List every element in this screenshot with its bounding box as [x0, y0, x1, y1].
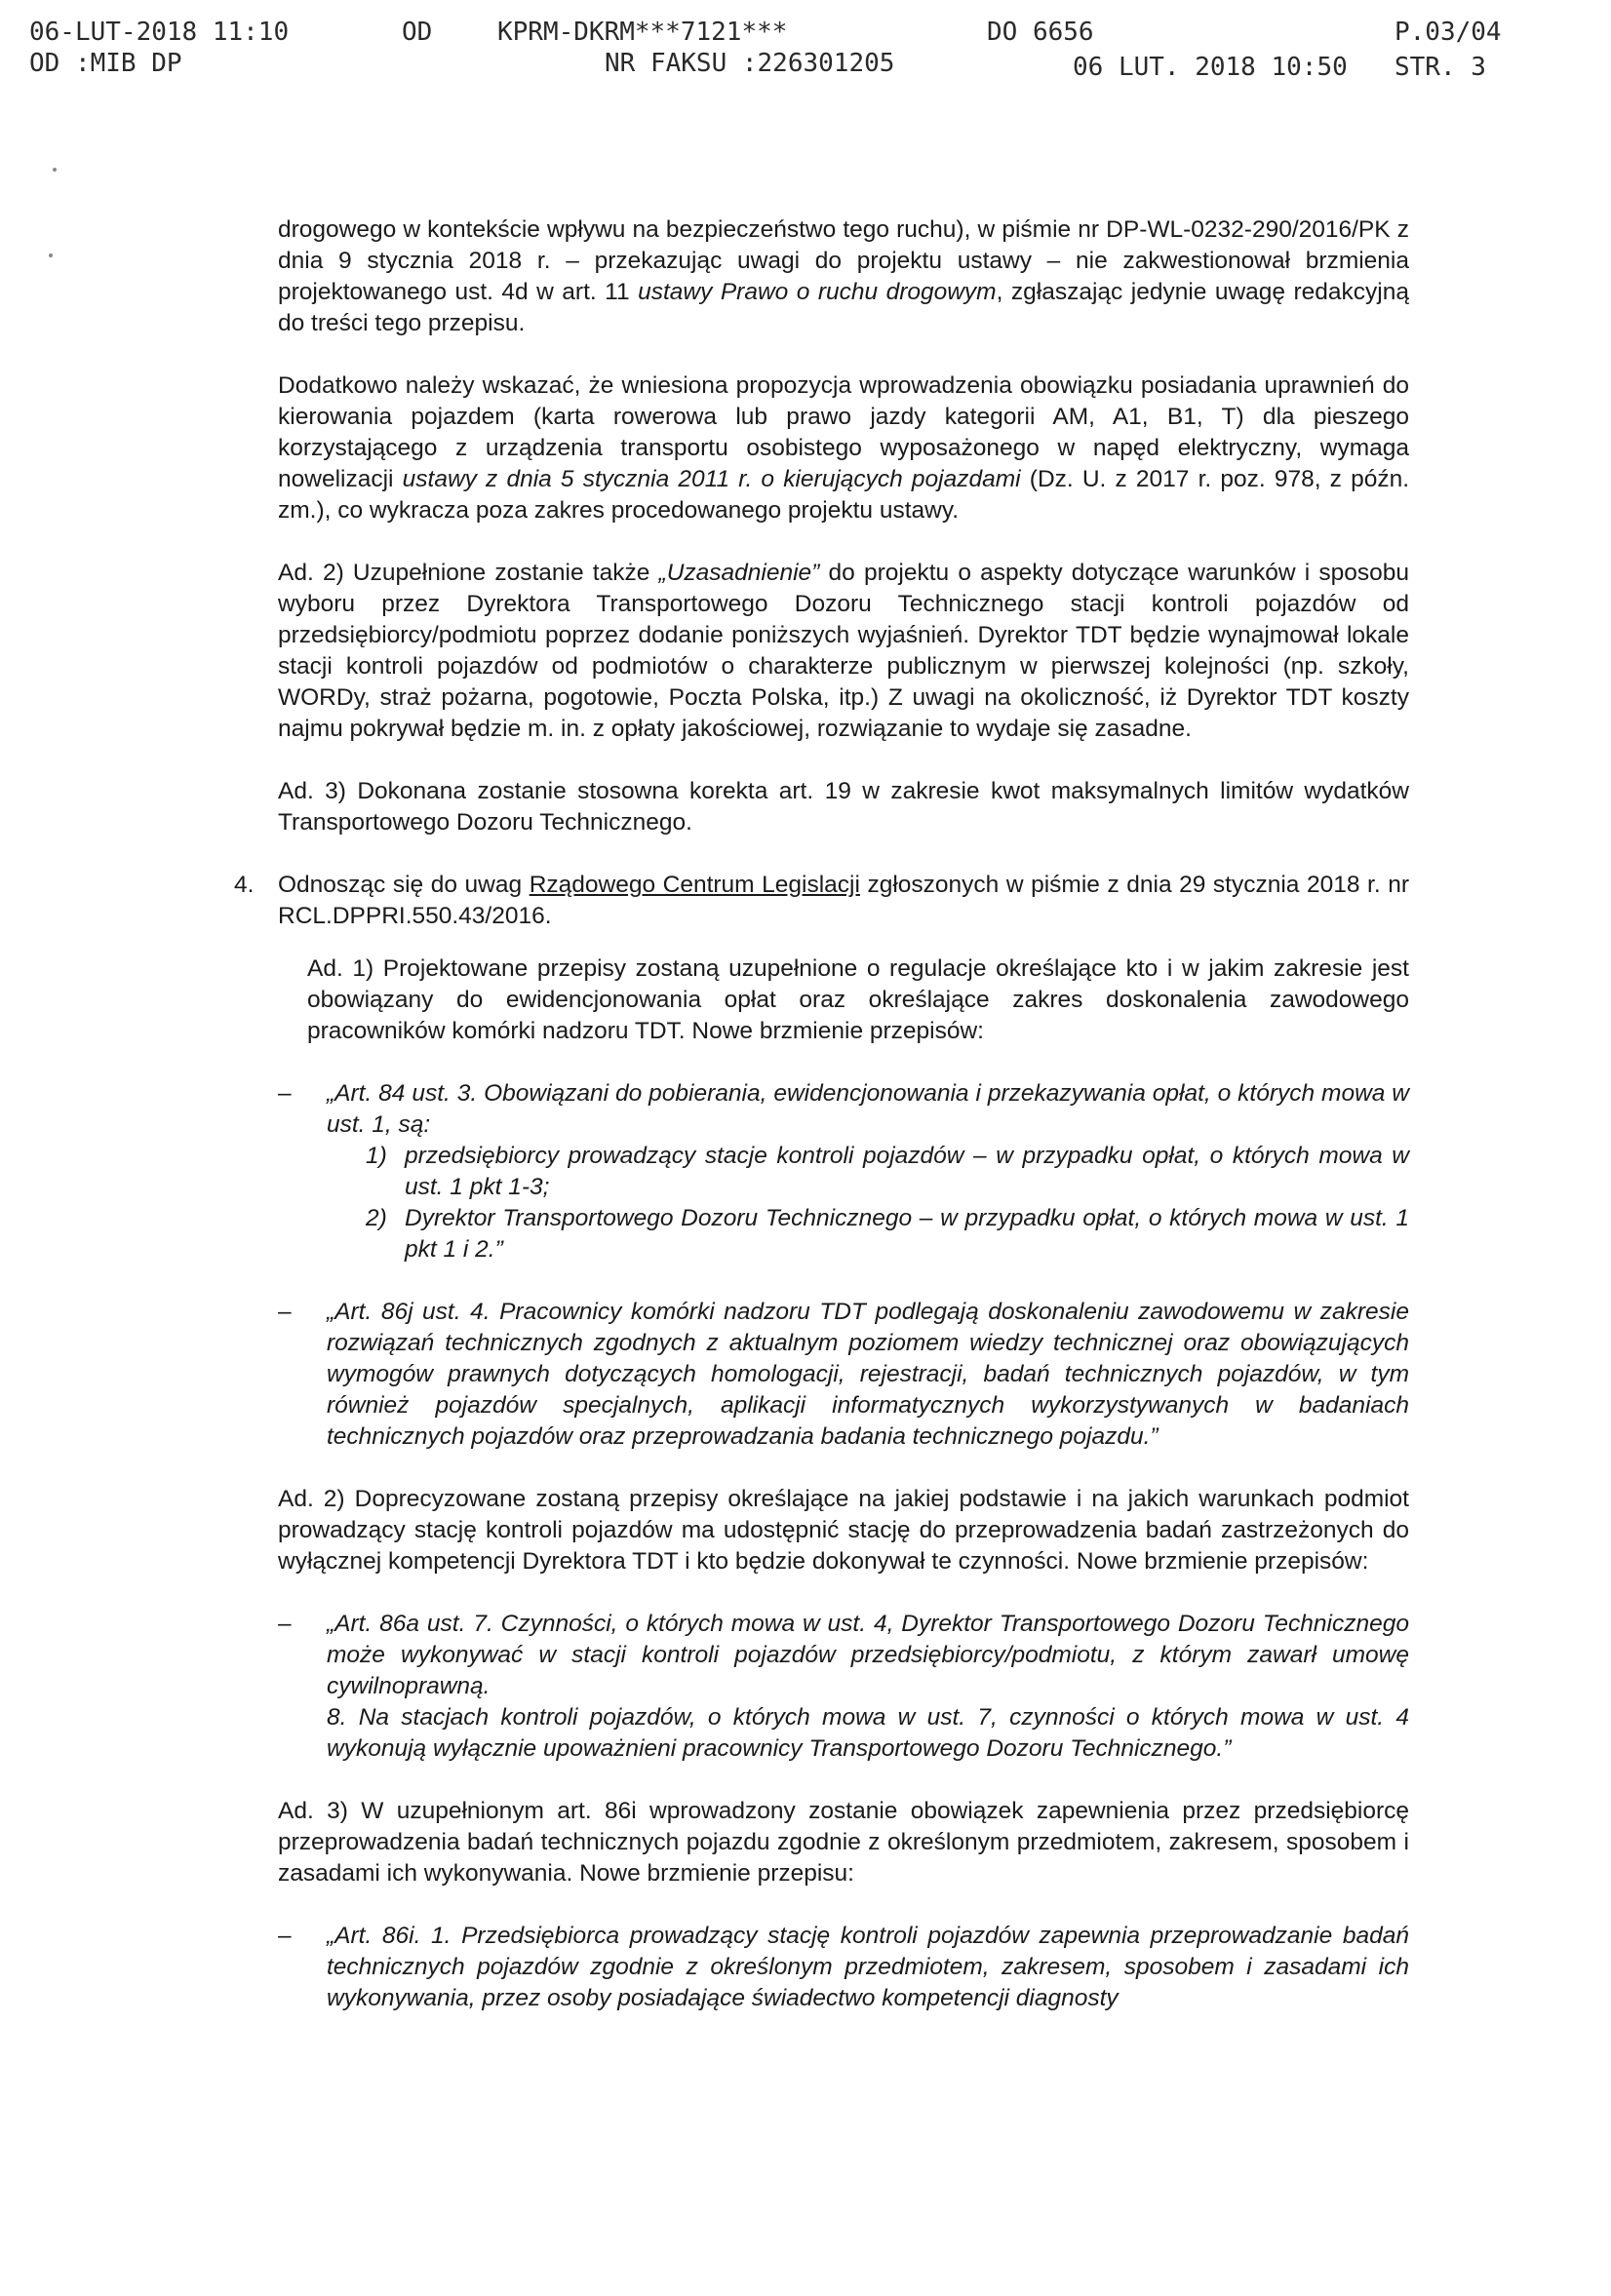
fax-od-mib: OD :MIB DP — [29, 49, 182, 78]
item4-ad3: Ad. 3) W uzupełnionym art. 86i wprowadzony zostanie obowiązek zapewnienia przez przedsiębiorcę przeprowadzenia badań technicznych pojazdu zgodnie z określonym przedmiotem, zakresem, sposobem i zasadami ich wykonywania. Nowe brzmienie przepisu: — [278, 1798, 1409, 1887]
quote-art-84-intro: „Art. 84 ust. 3. Obowiązani do pobierania, ewidencjonowania i przekazywania opłat, o których mowa w ust. 1, są: — [327, 1080, 1409, 1138]
fax-number: NR FAKSU :226301205 — [605, 49, 895, 78]
punch-mark — [53, 168, 57, 172]
paragraph-ad2: Ad. 2) Uzupełnione zostanie także „Uzasadnienie” do projektu o aspekty dotyczące warunków i sposobu wyboru przez Dyrektora Transportowego Dozoru Technicznego stacji kontroli pojazdów od przedsiębiorcy/podmiotu poprzez dodanie poniższych wyjaśnień. Dyrektor TDT będzie wynajmował lokale stacji kontroli pojazdów od podmiotów o charakterze publicznym w pierwszej kolejności (np. szkoły, WORDy, straż pożarna, pogotowie, Poczta Polska, itp.) Z uwagi na okoliczność, iż Dyrektor TDT koszty najmu pokrywał będzie m. in. z opłaty jakościowej, rozwiązanie to wydaje się zasadne. — [278, 560, 1410, 742]
dash-bullet: – — [278, 1080, 292, 1107]
quote-art-84-point-2: 2) Dyrektor Transportowego Dozoru Technicznego – w przypadku opłat, o których mowa w ust. 1 pkt 1 i 2.” — [366, 1205, 1409, 1263]
fax-received-date: 06 LUT. 2018 10:50 — [1073, 53, 1348, 82]
dash-bullet: – — [278, 1299, 292, 1325]
document-body — [234, 214, 1410, 2014]
rcl-underlined: Rządowego Centrum Legislacji — [529, 872, 860, 898]
item4-intro: Odnosząc się do uwag Rządowego Centrum Legislacji zgłoszonych w piśmie z dnia 29 stycznia 2018 r. nr RCL.DPPRI.550.43/2016. — [278, 872, 1409, 929]
quote-art-84-point-1: 1) przedsiębiorcy prowadzący stacje kontroli pojazdów – w przypadku opłat, o których mowa w ust. 1 pkt 1-3; — [366, 1143, 1409, 1200]
quote-art-86i: – „Art. 86i. 1. Przedsiębiorca prowadzący stację kontroli pojazdów zapewnia przeprowadzanie badań technicznych pojazdów zgodnie z określonym przedmiotem, zakresem, sposobem i zasadami ich wykonywania, przez osoby posiadające świadectwo kompetencji diagnosty — [278, 1923, 1409, 2011]
fax-sender-id: KPRM-DKRM***7121*** — [497, 18, 788, 47]
paragraph-additional: Dodatkowo należy wskazać, że wniesiona propozycja wprowadzenia obowiązku posiadania uprawnień do kierowania pojazdem (karta rowerowa lub prawo jazdy kategorii AM, A1, B1, T) dla pieszego korzystającego z urządzenia transportu osobistego wyposażonego w napęd elektryczny, wymaga nowelizacji ustawy z dnia 5 stycznia 2011 r. o kierujących pojazdami (Dz. U. z 2017 r. poz. 978, z późn. zm.), co wykracza poza zakres procedowanego projektu ustawy. — [278, 372, 1409, 524]
quote-art-84 — [278, 1078, 1409, 1265]
fax-do: DO 6656 — [987, 18, 1094, 47]
fax-page: P.03/04 — [1395, 18, 1502, 47]
quote-art-86j: – „Art. 86j ust. 4. Pracownicy komórki nadzoru TDT podlegają doskonaleniu zawodowemu w zakresie rozwiązań technicznych zgodnych z aktualnym poziomem wiedzy technicznej oraz obowiązujących wymogów prawnych dotyczących homologacji, rejestracji, badań technicznych pojazdów, w tym również pojazdów specjalnych, aplikacji informatycznych wykorzystywanych w badaniach technicznych pojazdów oraz przeprowadzania badania technicznego pojazdu.” — [278, 1299, 1409, 1450]
item4-ad1: Ad. 1) Projektowane przepisy zostaną uzupełnione o regulacje określające kto i w jakim zakresie jest obowiązany do ewidencjonowania opłat oraz określające zakres doskonalenia zawodowego pracowników komórki nadzoru TDT. Nowe brzmienie przepisów: — [307, 955, 1409, 1044]
list-item-number: 4. — [234, 872, 255, 898]
dash-bullet: – — [278, 1611, 292, 1637]
item4-ad2: Ad. 2) Doprecyzowane zostaną przepisy określające na jakiej podstawie i na jakich warunkach podmiot prowadzący stację kontroli pojazdów ma udostępnić stację do przeprowadzenia badań zastrzeżonych do wyłącznej kompetencji Dyrektora TDT i kto będzie dokonywał te czynności. Nowe brzmienie przepisów: — [278, 1486, 1409, 1575]
punch-mark — [49, 253, 53, 257]
quote-art-86a: – „Art. 86a ust. 7. Czynności, o których mowa w ust. 4, Dyrektor Transportowego Dozoru Technicznego może wykonywać w stacji kontroli pojazdów przedsiębiorcy/podmiotu, z którym zawarł umowę cywilnoprawną. 8. Na stacjach kontroli pojazdów, o których mowa w ust. 7, czynności o których mowa w ust. 4 wykonują wyłącznie upoważnieni pracownicy Transportowego Dozoru Technicznego.” — [278, 1611, 1409, 1762]
list-item-4 — [234, 870, 1409, 932]
paragraph-road-traffic: drogowego w kontekście wpływu na bezpieczeństwo tego ruchu), w piśmie nr DP-WL-0232-290/2016/PK z dnia 9 stycznia 2018 r. – przekazując uwagi do projektu ustawy – nie zakwestionował brzmienia projektowanego ust. 4d w art. 11 ustawy Prawo o ruchu drogowym, zgłaszając jedynie uwagę redakcyjną do treści tego przepisu. — [278, 216, 1410, 336]
fax-str: STR. 3 — [1395, 53, 1486, 82]
fax-od: OD — [402, 18, 433, 47]
paragraph-ad3: Ad. 3) Dokonana zostanie stosowna korekta art. 19 w zakresie kwot maksymalnych limitów wydatków Transportowego Dozoru Technicznego. — [278, 778, 1409, 836]
dash-bullet: – — [278, 1923, 292, 1949]
fax-date-time: 06-LUT-2018 11:10 — [29, 18, 290, 47]
